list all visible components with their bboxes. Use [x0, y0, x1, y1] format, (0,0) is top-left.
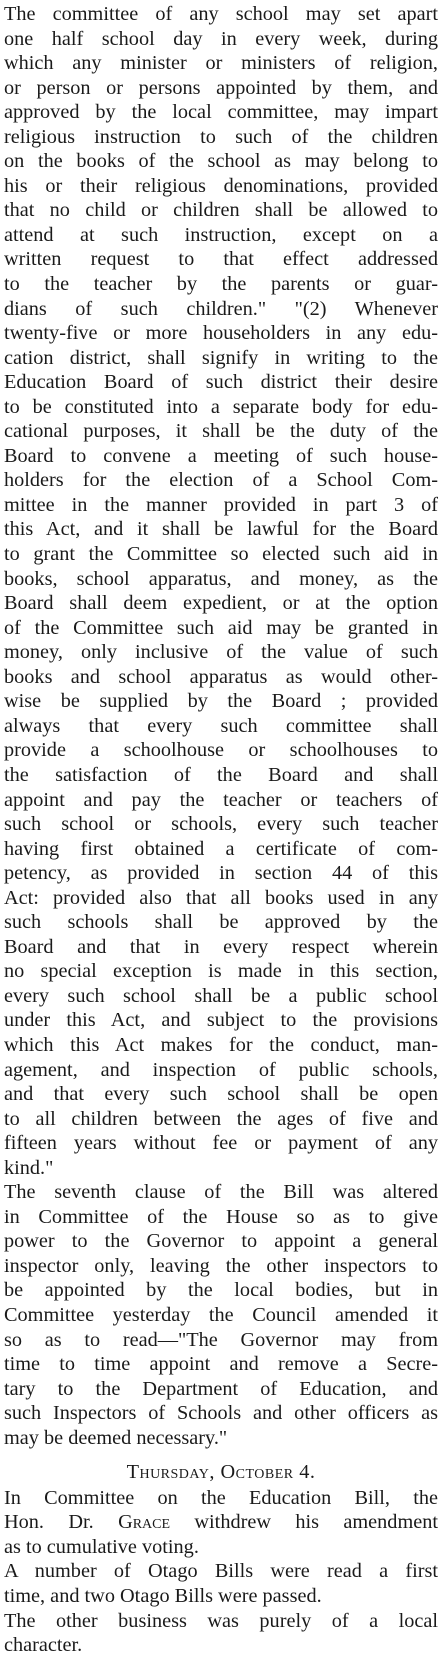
text-line: appoint and pay the teacher or teachers of	[4, 788, 438, 811]
text-line: cational purposes, it shall be the duty of the	[4, 420, 438, 443]
article-body	[4, 2, 438, 1450]
text-line: every such school shall be a public school	[4, 984, 438, 1007]
text-line: agement, and inspection of public schools,	[4, 1058, 438, 1081]
text-line: his or their religious denominations, provided	[4, 174, 438, 197]
text-line: Board and that in every respect wherein	[4, 935, 438, 958]
text-line: A number of Otago Bills were read a first	[4, 1560, 438, 1583]
text-line: Board to convene a meeting of such house-	[4, 444, 438, 467]
text-line: such schools shall be approved by the	[4, 911, 438, 934]
text-line: on the books of the school as may belong to	[4, 150, 438, 173]
text-line: that no child or children shall be allowed to	[4, 199, 438, 222]
text-line: books, school apparatus, and money, as the	[4, 567, 438, 590]
text-line: time to time appoint and remove a Secre-	[4, 1353, 438, 1376]
seventh-clause-paragraph	[4, 1180, 438, 1450]
text-line: this Act, and it shall be lawful for the Board	[4, 518, 438, 541]
text-line: the satisfaction of the Board and shall	[4, 763, 438, 786]
text-line: approved by the local committee, may impart	[4, 101, 438, 124]
text-line: holders for the election of a School Com-	[4, 469, 438, 492]
text-line: provide a schoolhouse or schoolhouses to	[4, 739, 438, 762]
text-line: power to the Governor to appoint a general	[4, 1230, 438, 1253]
text-line: Act: provided also that all books used in any	[4, 886, 438, 909]
text-line: to be constituted into a separate body for edu-	[4, 395, 438, 418]
person-name: Grace	[118, 1511, 171, 1534]
text-line: such Inspectors of Schools and other officers as	[4, 1402, 438, 1425]
text-line: which this Act makes for the conduct, man-	[4, 1033, 438, 1056]
text-line: Committee yesterday the Council amended it	[4, 1303, 438, 1326]
newspaper-column	[4, 2, 438, 1658]
text-line: cation district, shall signify in writing to the	[4, 346, 438, 369]
text-line: wise be supplied by the Board ; provided	[4, 690, 438, 713]
text-line: religious instruction to such of the children	[4, 125, 438, 148]
bill-quote-paragraph	[4, 2, 438, 1180]
text-line: character.	[4, 1634, 83, 1657]
committee-education-bill-paragraph	[4, 1486, 438, 1560]
section-heading: Thursday, October 4.	[126, 1461, 316, 1484]
text-line: dians of such children." "(2) Whenever	[4, 297, 438, 320]
text-line: mittee in the manner provided in part 3 of	[4, 493, 438, 516]
text-line: The committee of any school may set apart	[4, 3, 438, 25]
text-line: always that every such committee shall	[4, 714, 438, 737]
text-line: one half school day in every week, during	[4, 27, 438, 50]
text-line: The other business was purely of a local	[4, 1609, 438, 1632]
text-line: be appointed by the local bodies, but in	[4, 1279, 438, 1302]
text-line: kind."	[4, 1156, 54, 1179]
other-business-paragraph	[4, 1609, 438, 1658]
text-line: under this Act, and subject to the provisions	[4, 1009, 438, 1032]
text-line: The seventh clause of the Bill was altered	[4, 1181, 438, 1204]
text-line: In Committee on the Education Bill, the	[4, 1486, 438, 1509]
text-line: of the Committee such aid may be granted in	[4, 616, 438, 639]
text-line: which any minister or ministers of religion,	[4, 52, 438, 75]
text-line: Board shall deem expedient, or at the option	[4, 592, 438, 615]
text-line: time, and two Otago Bills were passed.	[4, 1585, 322, 1607]
text-line: to the teacher by the parents or guar-	[4, 273, 438, 296]
text-line: Education Board of such district their desire	[4, 371, 438, 394]
section-body	[4, 1486, 438, 1658]
text-line: attend at such instruction, except on a	[4, 223, 438, 246]
text-line: so as to read—"The Governor may from	[4, 1328, 438, 1351]
text-line: and that every such school shall be open	[4, 1083, 438, 1106]
text-line: to all children between the ages of five and	[4, 1107, 438, 1130]
otago-bills-paragraph	[4, 1559, 438, 1608]
text-line: money, only inclusive of the value of such	[4, 641, 438, 664]
text-line: having first obtained a certificate of com-	[4, 837, 438, 860]
text-line: petency, as provided in section 44 of this	[4, 862, 438, 885]
text-line: or person or persons appointed by them, and	[4, 76, 438, 99]
text-line: inspector only, leaving the other inspectors to	[4, 1254, 438, 1277]
text-line: in Committee of the House so as to give	[4, 1205, 438, 1228]
text-line: twenty-five or more householders in any edu-	[4, 322, 438, 345]
text-line: as to cumulative voting.	[4, 1535, 199, 1558]
text-line: no special exception is made in this section,	[4, 960, 438, 983]
text-line: to grant the Committee so elected such aid in	[4, 543, 438, 566]
text-line: books and school apparatus as would other-	[4, 665, 438, 688]
text-line: may be deemed necessary."	[4, 1426, 228, 1449]
text-line: fifteen years without fee or payment of any	[4, 1132, 438, 1155]
text-line: written request to that effect addressed	[4, 248, 438, 271]
text-line: Hon. Dr. Grace withdrew his amendment	[4, 1511, 438, 1534]
text-line: tary to the Department of Education, and	[4, 1377, 438, 1400]
text-line: such school or schools, every such teacher	[4, 813, 438, 836]
